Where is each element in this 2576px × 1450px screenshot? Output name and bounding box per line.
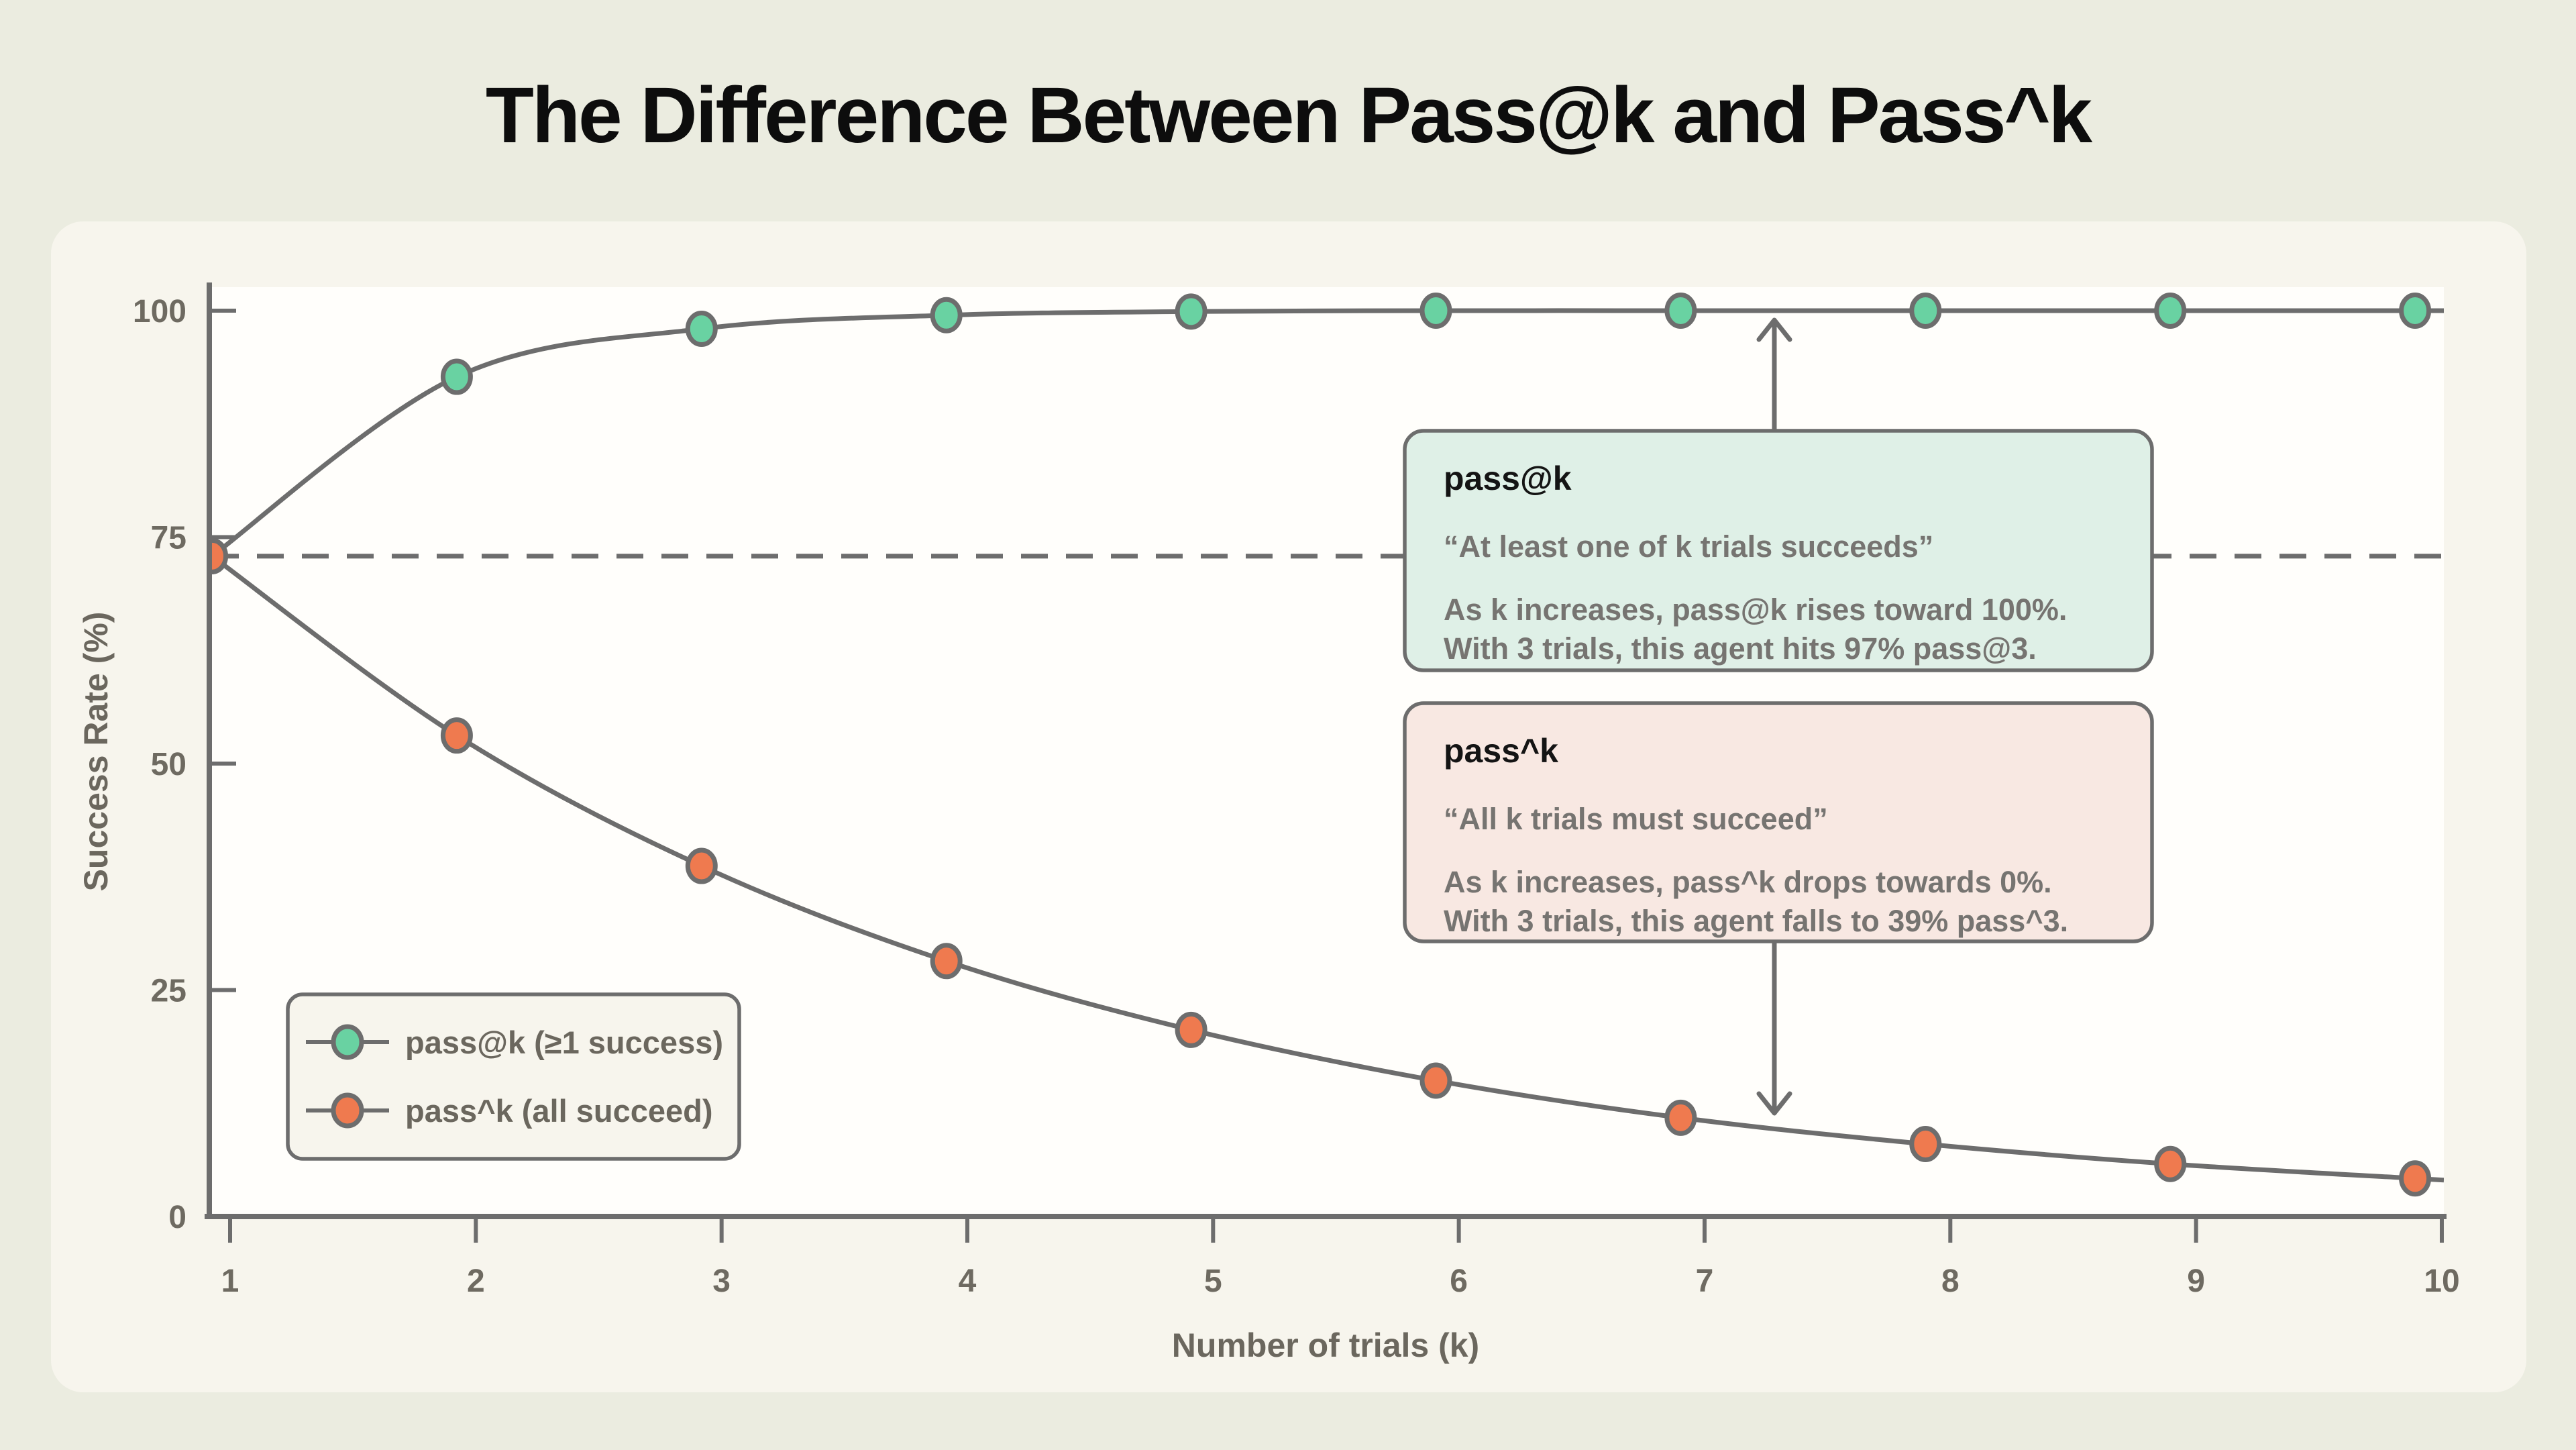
annotation-passhatk-body-2: With 3 trials, this agent falls to 39% pass^3. — [1444, 904, 2069, 938]
svg-text:7: 7 — [1695, 1263, 1714, 1299]
data-point-marker — [1177, 1014, 1205, 1045]
data-point-marker — [1912, 295, 1939, 327]
svg-text:3: 3 — [712, 1263, 731, 1299]
data-point-marker — [1422, 1065, 1450, 1096]
data-point-marker — [1422, 295, 1450, 327]
legend-label-passatk: pass@k (≥1 success) — [405, 1025, 723, 1060]
svg-text:100: 100 — [132, 294, 186, 329]
data-point-marker — [932, 299, 960, 331]
svg-text:6: 6 — [1450, 1263, 1468, 1299]
annotation-passatk-body-2: With 3 trials, this agent hits 97% pass@3. — [1444, 631, 2037, 666]
x-axis-title: Number of trials (k) — [1171, 1327, 1480, 1364]
svg-text:10: 10 — [2424, 1263, 2460, 1299]
annotation-passhatk-body-1: As k increases, pass^k drops towards 0%. — [1444, 865, 2052, 899]
svg-text:9: 9 — [2187, 1263, 2205, 1299]
data-point-marker — [1667, 295, 1695, 327]
annotation-passatk-title: pass@k — [1444, 460, 1572, 497]
annotation-passhatk-title: pass^k — [1444, 732, 1558, 770]
legend-label-passhatk: pass^k (all succeed) — [405, 1093, 713, 1129]
data-point-marker — [1912, 1129, 1939, 1160]
svg-text:4: 4 — [958, 1263, 977, 1299]
svg-text:75: 75 — [150, 520, 186, 556]
data-point-marker — [443, 720, 470, 752]
annotation-passatk-body-1: As k increases, pass@k rises toward 100%. — [1444, 592, 2068, 627]
legend-box — [288, 994, 739, 1159]
svg-text:1: 1 — [221, 1263, 239, 1299]
svg-text:2: 2 — [466, 1263, 485, 1299]
data-point-marker — [2402, 295, 2429, 327]
data-point-marker — [1667, 1102, 1695, 1133]
svg-text:5: 5 — [1203, 1263, 1222, 1299]
data-point-marker — [688, 313, 715, 345]
svg-text:25: 25 — [150, 973, 186, 1009]
data-point-marker — [1177, 296, 1205, 327]
data-point-marker — [2402, 1163, 2429, 1194]
svg-text:8: 8 — [1941, 1263, 1960, 1299]
annotation-passhatk-quote: “All k trials must succeed” — [1444, 802, 1828, 836]
legend — [288, 994, 739, 1159]
legend-marker-icon — [333, 1095, 362, 1126]
y-axis-title: Success Rate (%) — [77, 611, 115, 892]
page-title: The Difference Between Pass@k and Pass^k — [485, 71, 2091, 160]
data-point-marker — [2157, 1148, 2184, 1180]
annotation-passatk-quote: “At least one of k trials succeeds” — [1444, 529, 1934, 564]
data-point-marker — [932, 945, 960, 977]
svg-text:50: 50 — [150, 747, 186, 782]
data-point-marker — [688, 850, 715, 882]
legend-marker-icon — [333, 1027, 362, 1057]
data-point-marker — [2157, 295, 2184, 327]
data-point-marker — [443, 361, 470, 393]
svg-text:0: 0 — [168, 1200, 186, 1235]
